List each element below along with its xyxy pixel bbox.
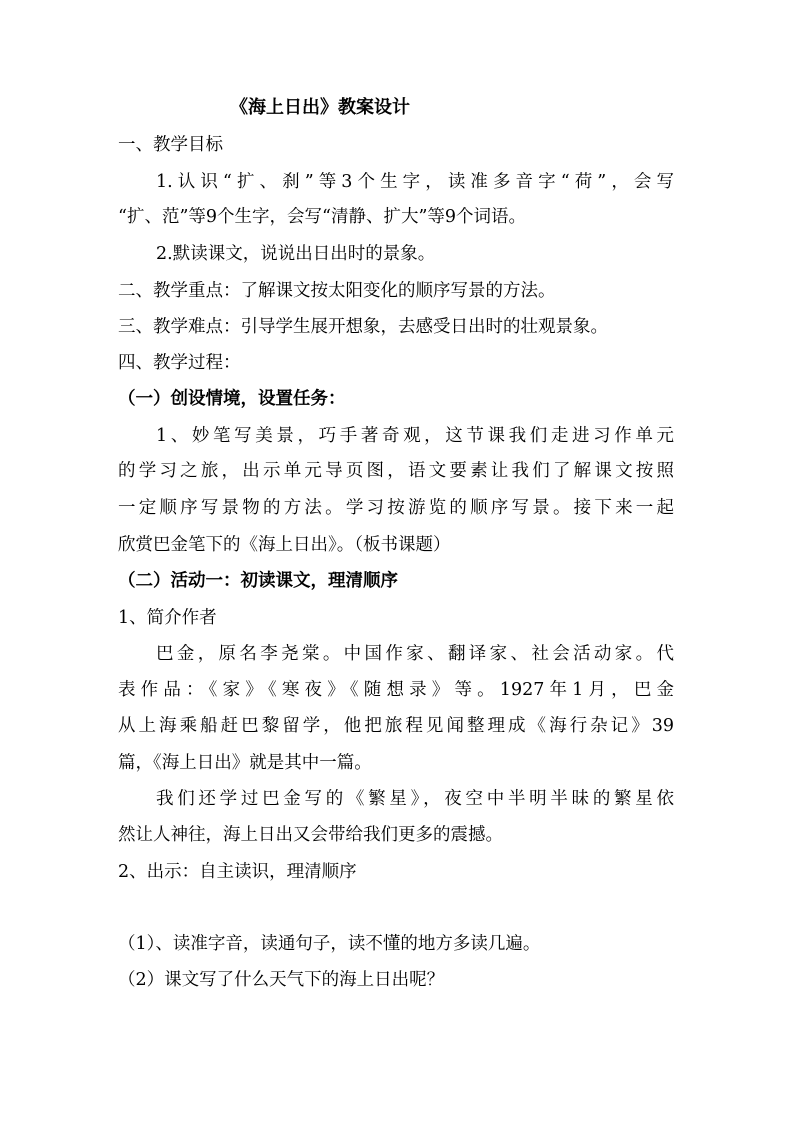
section-heading: 二、教学重点：了解课文按太阳变化的顺序写景的方法。 xyxy=(118,281,556,301)
paragraph-line: “扩、范”等9个生字，会写“清静、扩大”等9个词语。 xyxy=(118,207,527,227)
paragraph-line: 2.默读课文，说说出日出时的景象。 xyxy=(156,244,436,264)
paragraph-line: 我们还学过巴金写的《繁星》，夜空中半明半昧的繁星依 xyxy=(156,789,674,809)
paragraph-line: 2、出示：自主读识，理清顺序 xyxy=(118,862,357,882)
paragraph-line: 从上海乘船赶巴黎留学，他把旅程见闻整理成《海行杂记》39 xyxy=(118,716,674,736)
paragraph-line: 1、简介作者 xyxy=(118,608,217,628)
paragraph-line: 1、妙笔写美景，巧手著奇观，这节课我们走进习作单元 xyxy=(156,426,674,446)
doc-title: 《海上日出》教案设计 xyxy=(230,97,410,118)
paragraph-line: （2）课文写了什么天气下的海上日出呢？ xyxy=(118,970,445,990)
paragraph-line: 1.认识“扩、刹”等3个生字，读准多音字“荷”，会写 xyxy=(156,172,674,192)
paragraph-line: （1）、读准字音，读通句子，读不懂的地方多读几遍。 xyxy=(118,934,541,954)
section-heading: 四、教学过程： xyxy=(118,353,241,373)
section-heading: 一、教学目标 xyxy=(118,135,223,155)
paragraph-line: 一定顺序写景物的方法。学习按游览的顺序写景。接下来一起 xyxy=(118,498,674,518)
paragraph-line: 欣赏巴金笔下的《海上日出》。（板书课题） xyxy=(118,535,451,555)
paragraph-line: 的学习之旅，出示单元导页图，语文要素让我们了解课文按照 xyxy=(118,461,674,481)
subsection-heading: （二）活动一：初读课文，理清顺序 xyxy=(118,571,398,591)
paragraph-line: 巴金，原名李尧棠。中国作家、翻译家、社会活动家。代 xyxy=(156,644,674,664)
subsection-heading: （一）创设情境，设置任务： xyxy=(118,389,346,409)
section-heading: 三、教学难点：引导学生展开想象，去感受日出时的壮观景象。 xyxy=(118,317,608,337)
paragraph-line: 然让人神往，海上日出又会带给我们更多的震撼。 xyxy=(118,825,503,845)
paragraph-line: 表作品：《家》《寒夜》《随想录》等。1927年1月，巴金 xyxy=(118,680,674,700)
paragraph-line: 篇，《海上日出》就是其中一篇。 xyxy=(118,753,372,773)
